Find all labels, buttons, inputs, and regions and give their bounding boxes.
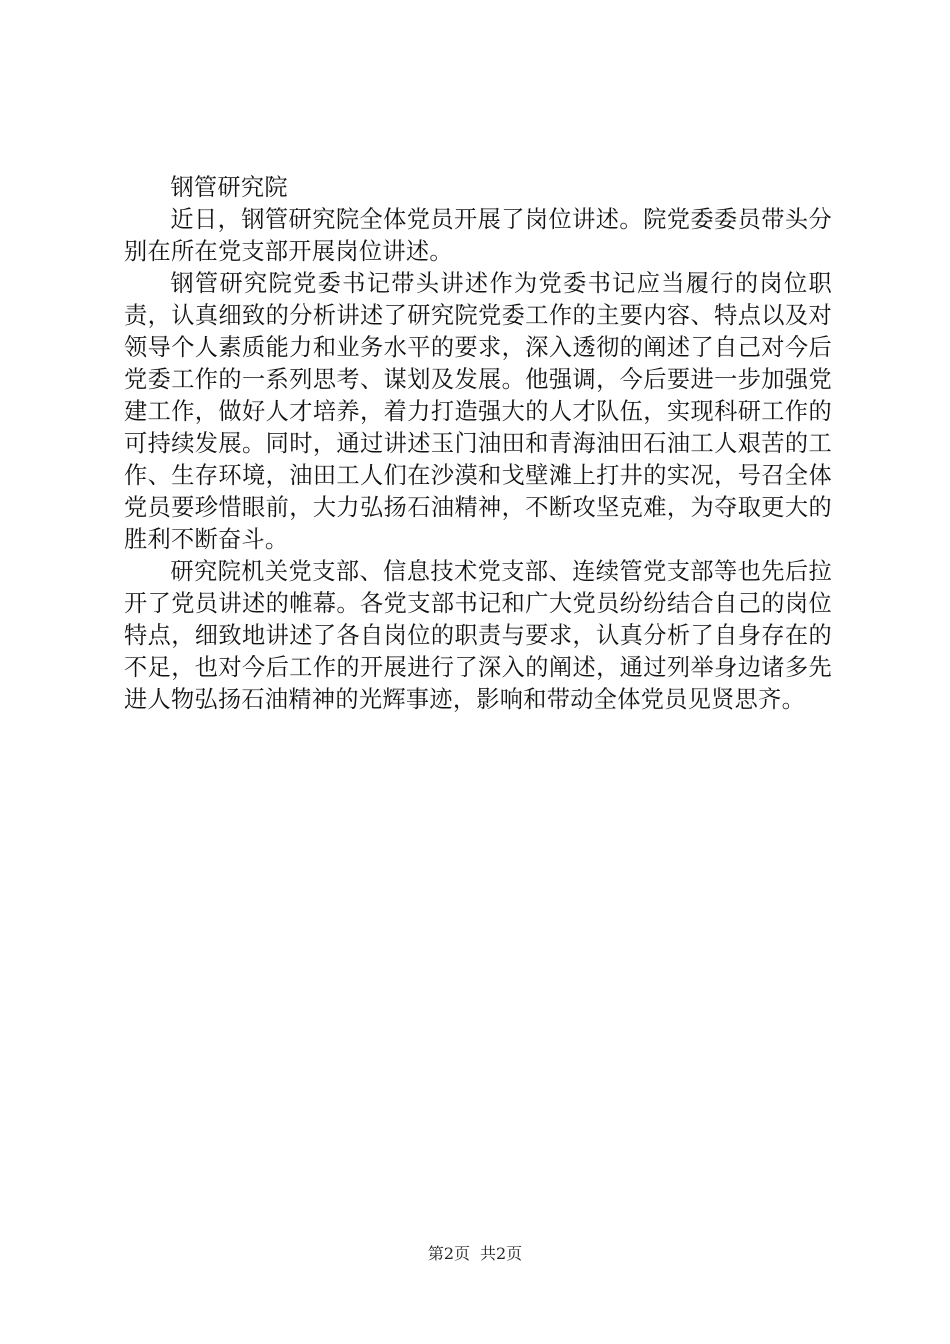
- document-heading: 钢管研究院: [170, 174, 288, 201]
- paragraph-branches: 研究院机关党支部、信息技术党支部、连续管党支部等也先后拉开了党员讲述的帷幕。各党支部书记和广大党员纷纷结合自己的岗位特点，细致地讲述了各自岗位的职责与要求，认真分析了自身存在的不足，也对今后工作的开展进行了深入的阐述，通过列举身边诸多先进人物弘扬石油精神的光辉事迹，影响和带动全体党员见贤思齐。: [124, 558, 832, 713]
- page-footer: [0, 1243, 950, 1265]
- paragraph-party-secretary: 钢管研究院党委书记带头讲述作为党委书记应当履行的岗位职责，认真细致的分析讲述了研究院党委工作的主要内容、特点以及对领导个人素质能力和业务水平的要求，深入透彻的阐述了自己对今后党委工作的一系列思考、谋划及发展。他强调，今后要进一步加强党建工作，做好人才培养，着力打造强大的人才队伍，实现科研工作的可持续发展。同时，通过讲述玉门油田和青海油田石油工人艰苦的工作、生存环境，油田工人们在沙漠和戈壁滩上打井的实况，号召全体党员要珍惜眼前，大力弘扬石油精神，不断攻坚克难，为夺取更大的胜利不断奋斗。: [124, 270, 832, 553]
- paragraph-intro: 近日，钢管研究院全体党员开展了岗位讲述。院党委委员带头分别在所在党支部开展岗位讲述。: [124, 206, 832, 265]
- page-number-current: 第2页: [427, 1244, 470, 1263]
- page-number-total: 共2页: [480, 1244, 523, 1263]
- document-body: [124, 172, 832, 716]
